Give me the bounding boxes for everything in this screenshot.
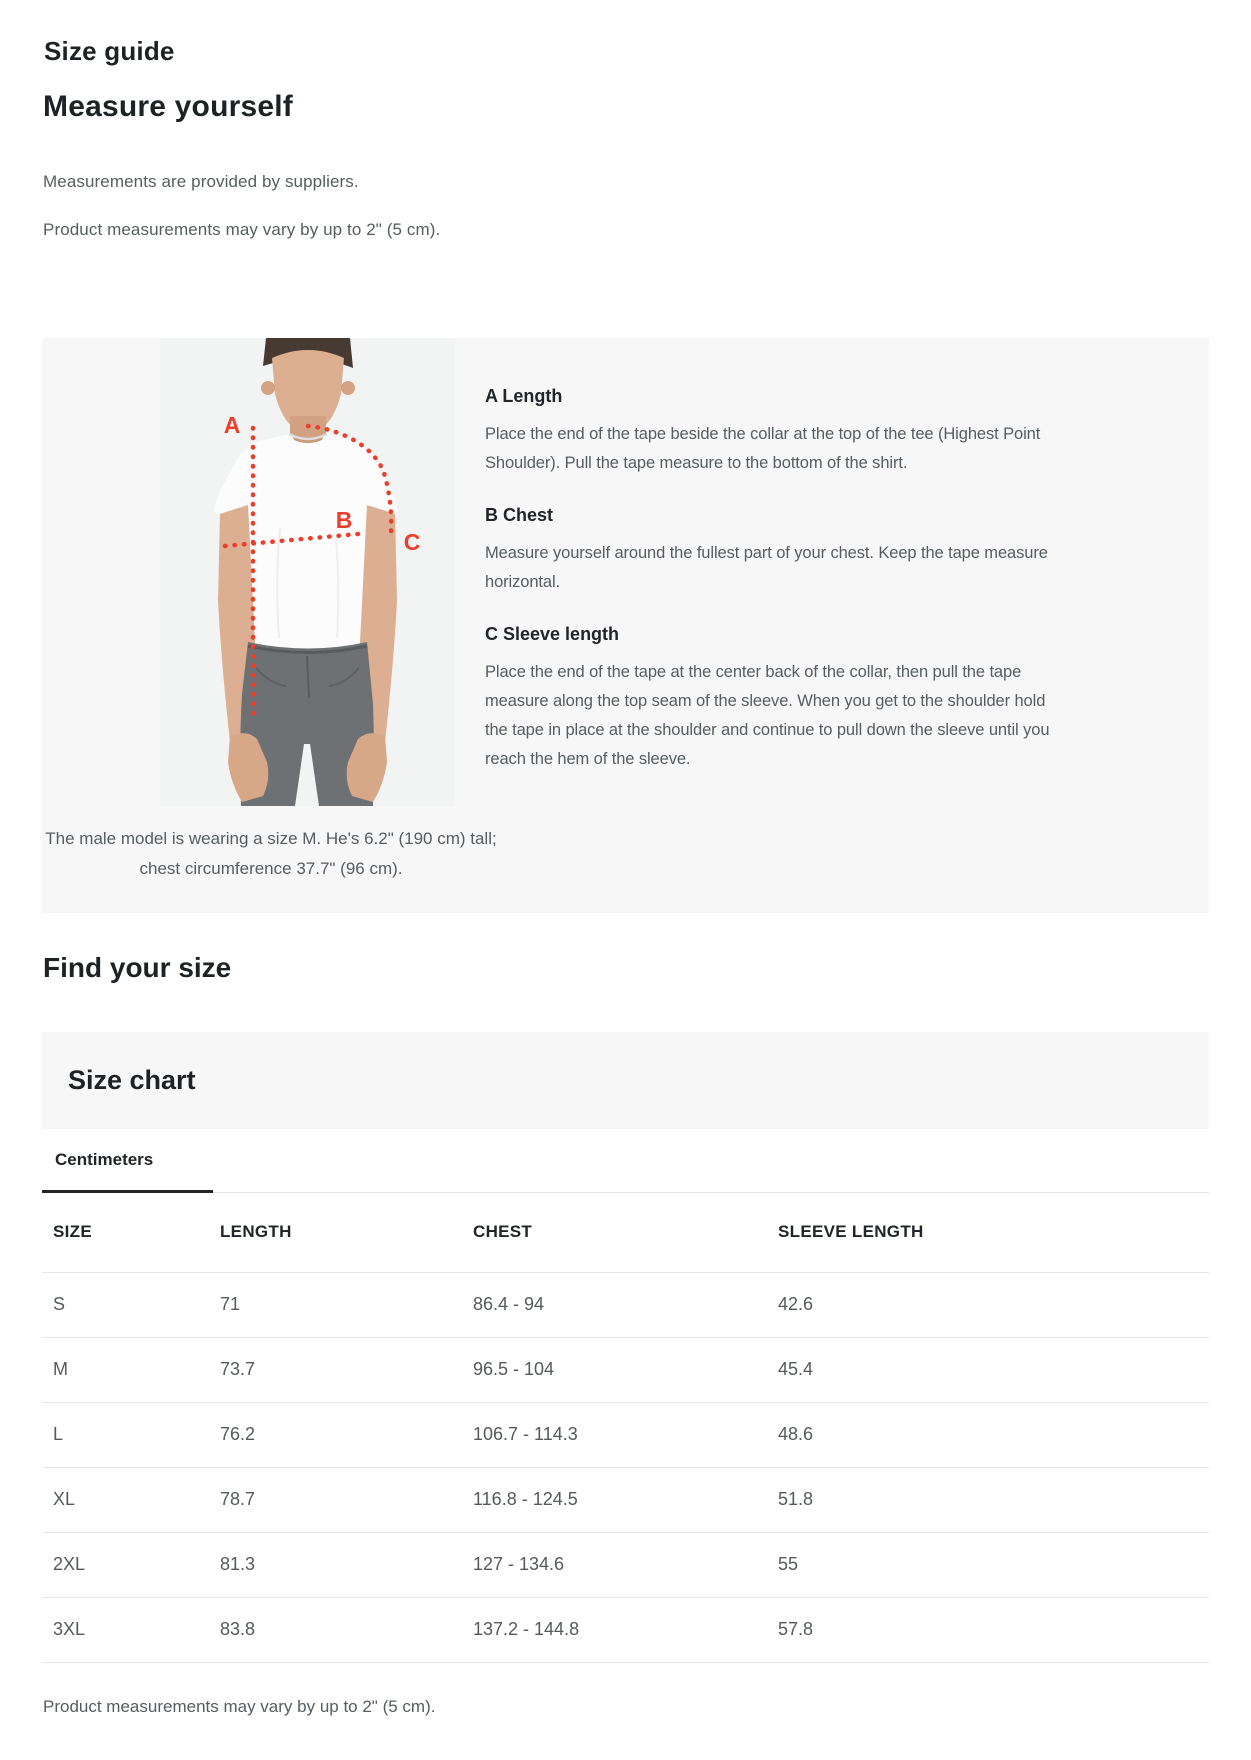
- cell-length: 83.8: [209, 1597, 462, 1662]
- variance-note: Product measurements may vary by up to 2" (5 cm).: [43, 220, 441, 239]
- marker-b: B: [335, 507, 353, 533]
- cell-size: S: [42, 1272, 209, 1337]
- cell-sleeve: 55: [767, 1532, 1209, 1597]
- size-chart-heading: Size chart: [68, 1065, 196, 1095]
- cell-size: 3XL: [42, 1597, 209, 1662]
- marker-c: C: [403, 529, 421, 555]
- table-row: [42, 1402, 1209, 1467]
- column-header-size: SIZE: [42, 1193, 209, 1272]
- table-header-row: [42, 1193, 1209, 1272]
- model-caption: The male model is wearing a size M. He's 6.2" (190 cm) tall; chest circumference 37.7" (96 cm).: [45, 829, 497, 878]
- cell-chest: 106.7 - 114.3: [462, 1402, 767, 1467]
- cell-length: 78.7: [209, 1467, 462, 1532]
- column-header-chest: CHEST: [462, 1193, 767, 1272]
- instruction-chest: [485, 505, 1070, 597]
- table-row: [42, 1532, 1209, 1597]
- table-footnote: Product measurements may vary by up to 2" (5 cm).: [43, 1697, 436, 1716]
- instruction-body: Place the end of the tape at the center back of the collar, then pull the tape measure along the top seam of the sleeve. When you get to the shoulder hold the tape in place at the shoulder and continue to pull down the sleeve until you reach the hem of the sleeve.: [485, 663, 1050, 768]
- cell-sleeve: 45.4: [767, 1337, 1209, 1402]
- cell-chest: 96.5 - 104: [462, 1337, 767, 1402]
- find-your-size-heading: Find your size: [43, 952, 232, 983]
- instruction-heading: B Chest: [485, 505, 554, 525]
- instruction-length: [485, 386, 1070, 478]
- cell-length: 73.7: [209, 1337, 462, 1402]
- cell-sleeve: 48.6: [767, 1402, 1209, 1467]
- cell-chest: 116.8 - 124.5: [462, 1467, 767, 1532]
- table-row: [42, 1467, 1209, 1532]
- cell-length: 81.3: [209, 1532, 462, 1597]
- size-chart-header-band: [42, 1032, 1209, 1129]
- size-chart-table: [42, 1193, 1209, 1663]
- unit-tabs: [42, 1129, 1209, 1193]
- cell-length: 71: [209, 1272, 462, 1337]
- instruction-body: Measure yourself around the fullest part of your chest. Keep the tape measure horizontal.: [485, 544, 1048, 591]
- cell-size: L: [42, 1402, 209, 1467]
- column-header-sleeve: SLEEVE LENGTH: [767, 1193, 1209, 1272]
- supplier-note: Measurements are provided by suppliers.: [43, 172, 359, 191]
- instruction-body: Place the end of the tape beside the collar at the top of the tee (Highest Point Shoulder). Pull the tape measure to the bottom of the shirt.: [485, 425, 1041, 472]
- tab-centimeters[interactable]: Centimeters: [42, 1129, 213, 1193]
- table-row: [42, 1597, 1209, 1662]
- cell-chest: 137.2 - 144.8: [462, 1597, 767, 1662]
- cell-size: 2XL: [42, 1532, 209, 1597]
- cell-size: XL: [42, 1467, 209, 1532]
- cell-sleeve: 57.8: [767, 1597, 1209, 1662]
- cell-chest: 86.4 - 94: [462, 1272, 767, 1337]
- measure-yourself-heading: Measure yourself: [43, 90, 293, 123]
- measure-guide-panel: [42, 338, 1209, 913]
- cell-chest: 127 - 134.6: [462, 1532, 767, 1597]
- cell-size: M: [42, 1337, 209, 1402]
- column-header-length: LENGTH: [209, 1193, 462, 1272]
- table-row: [42, 1337, 1209, 1402]
- cell-sleeve: 51.8: [767, 1467, 1209, 1532]
- cell-length: 76.2: [209, 1402, 462, 1467]
- model-photo: [160, 338, 455, 806]
- instruction-heading: A Length: [485, 386, 563, 406]
- cell-sleeve: 42.6: [767, 1272, 1209, 1337]
- marker-a: A: [223, 412, 241, 438]
- measurement-instructions: [485, 386, 1070, 774]
- table-row: [42, 1272, 1209, 1337]
- instruction-heading: C Sleeve length: [485, 624, 620, 644]
- page-title: Size guide: [44, 36, 175, 66]
- instruction-sleeve: [485, 624, 1070, 774]
